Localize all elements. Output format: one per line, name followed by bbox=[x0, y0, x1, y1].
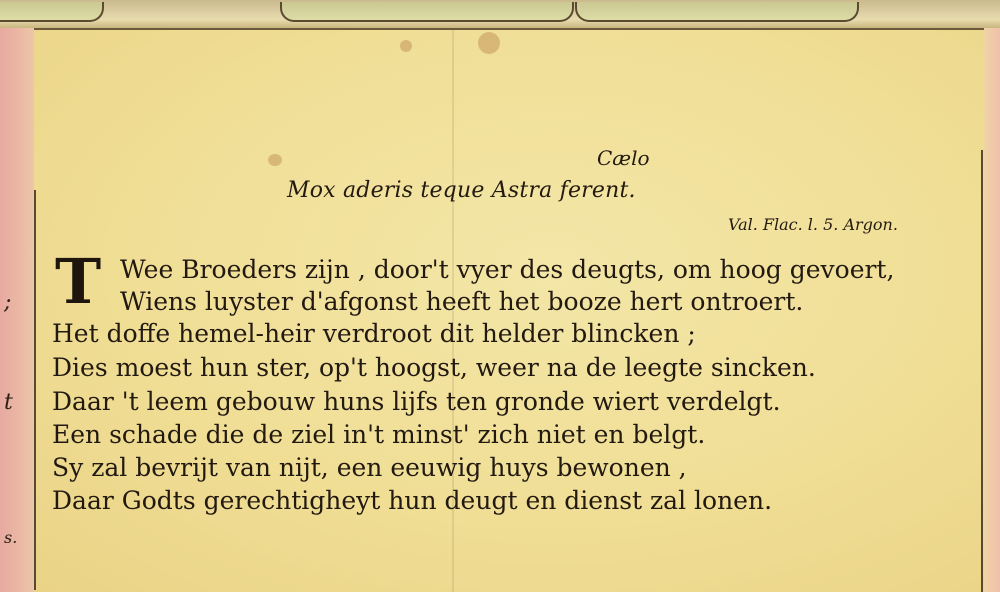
margin-fragment: s. bbox=[4, 528, 18, 547]
poem-line: Sy zal bevrijt van nijt, een eeuwig huys bewonen , bbox=[52, 453, 687, 482]
margin-fragment: t bbox=[4, 390, 13, 415]
scroll-ornament bbox=[0, 2, 104, 22]
poem-line: Wee Broeders zijn , door't vyer des deugts, om hoog gevoert, bbox=[120, 255, 895, 284]
scroll-ornament bbox=[280, 2, 574, 22]
poem-line: Daar Godts gerechtigheyt hun deugt en dienst zal lonen. bbox=[52, 486, 773, 515]
ornamental-top-border bbox=[0, 0, 1000, 30]
frame-line-left bbox=[34, 190, 36, 590]
ink-stain bbox=[268, 154, 282, 166]
drop-cap-initial: T bbox=[55, 245, 102, 318]
scroll-ornament bbox=[575, 2, 859, 22]
right-margin-strip bbox=[984, 28, 1000, 592]
ink-stain bbox=[478, 32, 500, 54]
poem-line: Wiens luyster d'afgonst heeft het booze hert ontroert. bbox=[120, 287, 804, 316]
poem-line: Een schade die de ziel in't minst' zich niet en belgt. bbox=[52, 420, 706, 449]
caelo-annotation: Cælo bbox=[597, 146, 650, 170]
poem-line: Dies moest hun ster, op't hoogst, weer na de leegte sincken. bbox=[52, 353, 816, 382]
citation: Val. Flac. l. 5. Argon. bbox=[728, 215, 898, 234]
latin-motto: Mox aderis teque Astra ferent. bbox=[287, 178, 636, 203]
frame-line-right bbox=[981, 150, 983, 592]
margin-fragment: ; bbox=[4, 290, 12, 315]
poem-line: Het doffe hemel-heir verdroot dit helder blincken ; bbox=[52, 319, 696, 348]
ink-stain bbox=[400, 40, 412, 52]
poem-line: Daar 't leem gebouw huns lijfs ten gronde wiert verdelgt. bbox=[52, 387, 781, 416]
